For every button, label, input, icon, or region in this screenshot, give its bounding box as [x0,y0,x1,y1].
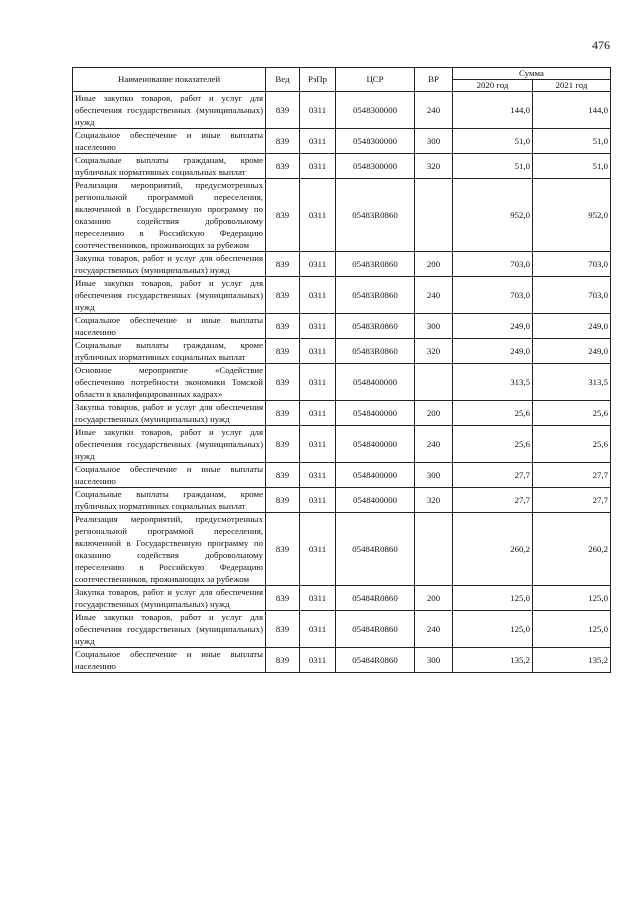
row-ved: 839 [266,364,300,401]
row-sum-2021: 25,6 [533,426,611,463]
table-row [73,277,611,314]
table-row [73,129,611,154]
header-csr: ЦСР [336,68,415,92]
row-ved: 839 [266,401,300,426]
row-sum-2020: 51,0 [453,129,533,154]
table-row [73,314,611,339]
row-sum-2020: 703,0 [453,277,533,314]
row-rzpr: 0311 [300,401,336,426]
row-name: Социальные выплаты гражданам, кроме публичных нормативных социальных выплат [73,339,266,364]
row-sum-2020: 125,0 [453,586,533,611]
row-ved: 839 [266,648,300,673]
row-csr: 0548400000 [336,426,415,463]
row-rzpr: 0311 [300,648,336,673]
row-name: Социальное обеспечение и иные выплаты населению [73,463,266,488]
row-rzpr: 0311 [300,586,336,611]
row-rzpr: 0311 [300,339,336,364]
row-name: Иные закупки товаров, работ и услуг для обеспечения государственных (муниципальных) нужд [73,277,266,314]
row-csr: 0548400000 [336,488,415,513]
row-csr: 0548300000 [336,154,415,179]
header-vr: ВР [415,68,453,92]
row-vr [415,179,453,252]
table-row [73,339,611,364]
row-csr: 0548300000 [336,92,415,129]
row-ved: 839 [266,277,300,314]
row-sum-2020: 144,0 [453,92,533,129]
table-row [73,92,611,129]
header-year-2020: 2020 год [453,80,533,92]
row-name: Иные закупки товаров, работ и услуг для обеспечения государственных (муниципальных) нужд [73,611,266,648]
row-rzpr: 0311 [300,611,336,648]
row-vr: 240 [415,611,453,648]
row-vr: 300 [415,463,453,488]
header-ved: Вед [266,68,300,92]
row-sum-2021: 125,0 [533,611,611,648]
row-vr: 200 [415,586,453,611]
row-sum-2021: 135,2 [533,648,611,673]
row-rzpr: 0311 [300,92,336,129]
row-sum-2021: 144,0 [533,92,611,129]
row-name: Основное мероприятие «Содействие обеспечению потребности экономики Томской области в квалифицированных кадрах» [73,364,266,401]
row-sum-2020: 249,0 [453,314,533,339]
row-ved: 839 [266,339,300,364]
row-vr: 300 [415,314,453,339]
row-csr: 05483R0860 [336,179,415,252]
row-rzpr: 0311 [300,463,336,488]
table-row [73,586,611,611]
row-csr: 05484R0860 [336,586,415,611]
row-vr: 320 [415,488,453,513]
row-csr: 0548400000 [336,364,415,401]
row-vr: 300 [415,648,453,673]
row-sum-2021: 51,0 [533,129,611,154]
row-name: Закупка товаров, работ и услуг для обеспечения государственных (муниципальных) нужд [73,586,266,611]
table-body [73,92,611,673]
header-name: Наименование показателей [73,68,266,92]
row-csr: 05483R0860 [336,314,415,339]
row-ved: 839 [266,314,300,339]
row-name: Социальное обеспечение и иные выплаты населению [73,314,266,339]
row-rzpr: 0311 [300,488,336,513]
budget-table [72,67,611,673]
row-vr: 240 [415,426,453,463]
row-sum-2021: 260,2 [533,513,611,586]
table-row [73,463,611,488]
row-ved: 839 [266,586,300,611]
row-csr: 05483R0860 [336,252,415,277]
row-csr: 05483R0860 [336,339,415,364]
row-sum-2021: 125,0 [533,586,611,611]
row-sum-2021: 249,0 [533,339,611,364]
row-rzpr: 0311 [300,179,336,252]
row-sum-2020: 260,2 [453,513,533,586]
row-rzpr: 0311 [300,426,336,463]
row-csr: 05484R0860 [336,648,415,673]
row-sum-2021: 313,5 [533,364,611,401]
row-sum-2020: 952,0 [453,179,533,252]
row-sum-2020: 25,6 [453,401,533,426]
table-row [73,252,611,277]
row-rzpr: 0311 [300,364,336,401]
row-ved: 839 [266,611,300,648]
row-vr: 240 [415,92,453,129]
row-csr: 0548400000 [336,463,415,488]
row-ved: 839 [266,92,300,129]
row-name: Социальные выплаты гражданам, кроме публичных нормативных социальных выплат [73,154,266,179]
row-rzpr: 0311 [300,513,336,586]
table-header [73,68,611,92]
row-name: Социальное обеспечение и иные выплаты населению [73,648,266,673]
header-sum: Сумма [453,68,611,80]
row-sum-2021: 27,7 [533,463,611,488]
table-row [73,154,611,179]
page-number: 476 [592,38,610,52]
row-ved: 839 [266,154,300,179]
row-sum-2020: 25,6 [453,426,533,463]
row-vr: 200 [415,401,453,426]
row-name: Реализация мероприятий, предусмотренных региональной программой переселения, включенной в Государственную программу по оказанию содействия добровольному переселению в Российскую Федерацию соотечественников, проживающих за рубежом [73,179,266,252]
header-rzpr: РзПр [300,68,336,92]
row-name: Реализация мероприятий, предусмотренных региональной программой переселения, включенной в Государственную программу по оказанию содействия добровольному переселению в Российскую Федерацию соотечественников, проживающих за рубежом [73,513,266,586]
row-rzpr: 0311 [300,129,336,154]
row-sum-2020: 125,0 [453,611,533,648]
row-vr: 300 [415,129,453,154]
row-vr: 240 [415,277,453,314]
row-name: Закупка товаров, работ и услуг для обеспечения государственных (муниципальных) нужд [73,252,266,277]
table-row [73,364,611,401]
row-vr [415,513,453,586]
row-sum-2021: 952,0 [533,179,611,252]
row-vr: 320 [415,154,453,179]
table-row [73,401,611,426]
row-sum-2020: 313,5 [453,364,533,401]
row-ved: 839 [266,513,300,586]
row-ved: 839 [266,426,300,463]
row-csr: 05483R0860 [336,277,415,314]
row-sum-2020: 27,7 [453,463,533,488]
row-sum-2021: 703,0 [533,277,611,314]
row-csr: 0548400000 [336,401,415,426]
row-ved: 839 [266,129,300,154]
row-csr: 05484R0860 [336,611,415,648]
row-ved: 839 [266,252,300,277]
row-sum-2021: 27,7 [533,488,611,513]
row-sum-2020: 27,7 [453,488,533,513]
row-name: Иные закупки товаров, работ и услуг для обеспечения государственных (муниципальных) нужд [73,426,266,463]
row-sum-2021: 25,6 [533,401,611,426]
row-rzpr: 0311 [300,154,336,179]
row-sum-2020: 703,0 [453,252,533,277]
row-rzpr: 0311 [300,277,336,314]
table-row [73,179,611,252]
row-ved: 839 [266,463,300,488]
header-year-2021: 2021 год [533,80,611,92]
row-name: Закупка товаров, работ и услуг для обеспечения государственных (муниципальных) нужд [73,401,266,426]
row-sum-2020: 51,0 [453,154,533,179]
row-sum-2020: 249,0 [453,339,533,364]
table-row [73,611,611,648]
table-row [73,488,611,513]
row-csr: 0548300000 [336,129,415,154]
row-rzpr: 0311 [300,252,336,277]
row-csr: 05484R0860 [336,513,415,586]
row-name: Иные закупки товаров, работ и услуг для обеспечения государственных (муниципальных) нужд [73,92,266,129]
row-ved: 839 [266,488,300,513]
row-sum-2021: 703,0 [533,252,611,277]
table-row [73,648,611,673]
table-row [73,426,611,463]
row-sum-2021: 249,0 [533,314,611,339]
row-name: Социальное обеспечение и иные выплаты населению [73,129,266,154]
row-vr: 320 [415,339,453,364]
row-vr [415,364,453,401]
row-name: Социальные выплаты гражданам, кроме публичных нормативных социальных выплат [73,488,266,513]
row-sum-2021: 51,0 [533,154,611,179]
row-ved: 839 [266,179,300,252]
row-rzpr: 0311 [300,314,336,339]
row-vr: 200 [415,252,453,277]
table-row [73,513,611,586]
row-sum-2020: 135,2 [453,648,533,673]
